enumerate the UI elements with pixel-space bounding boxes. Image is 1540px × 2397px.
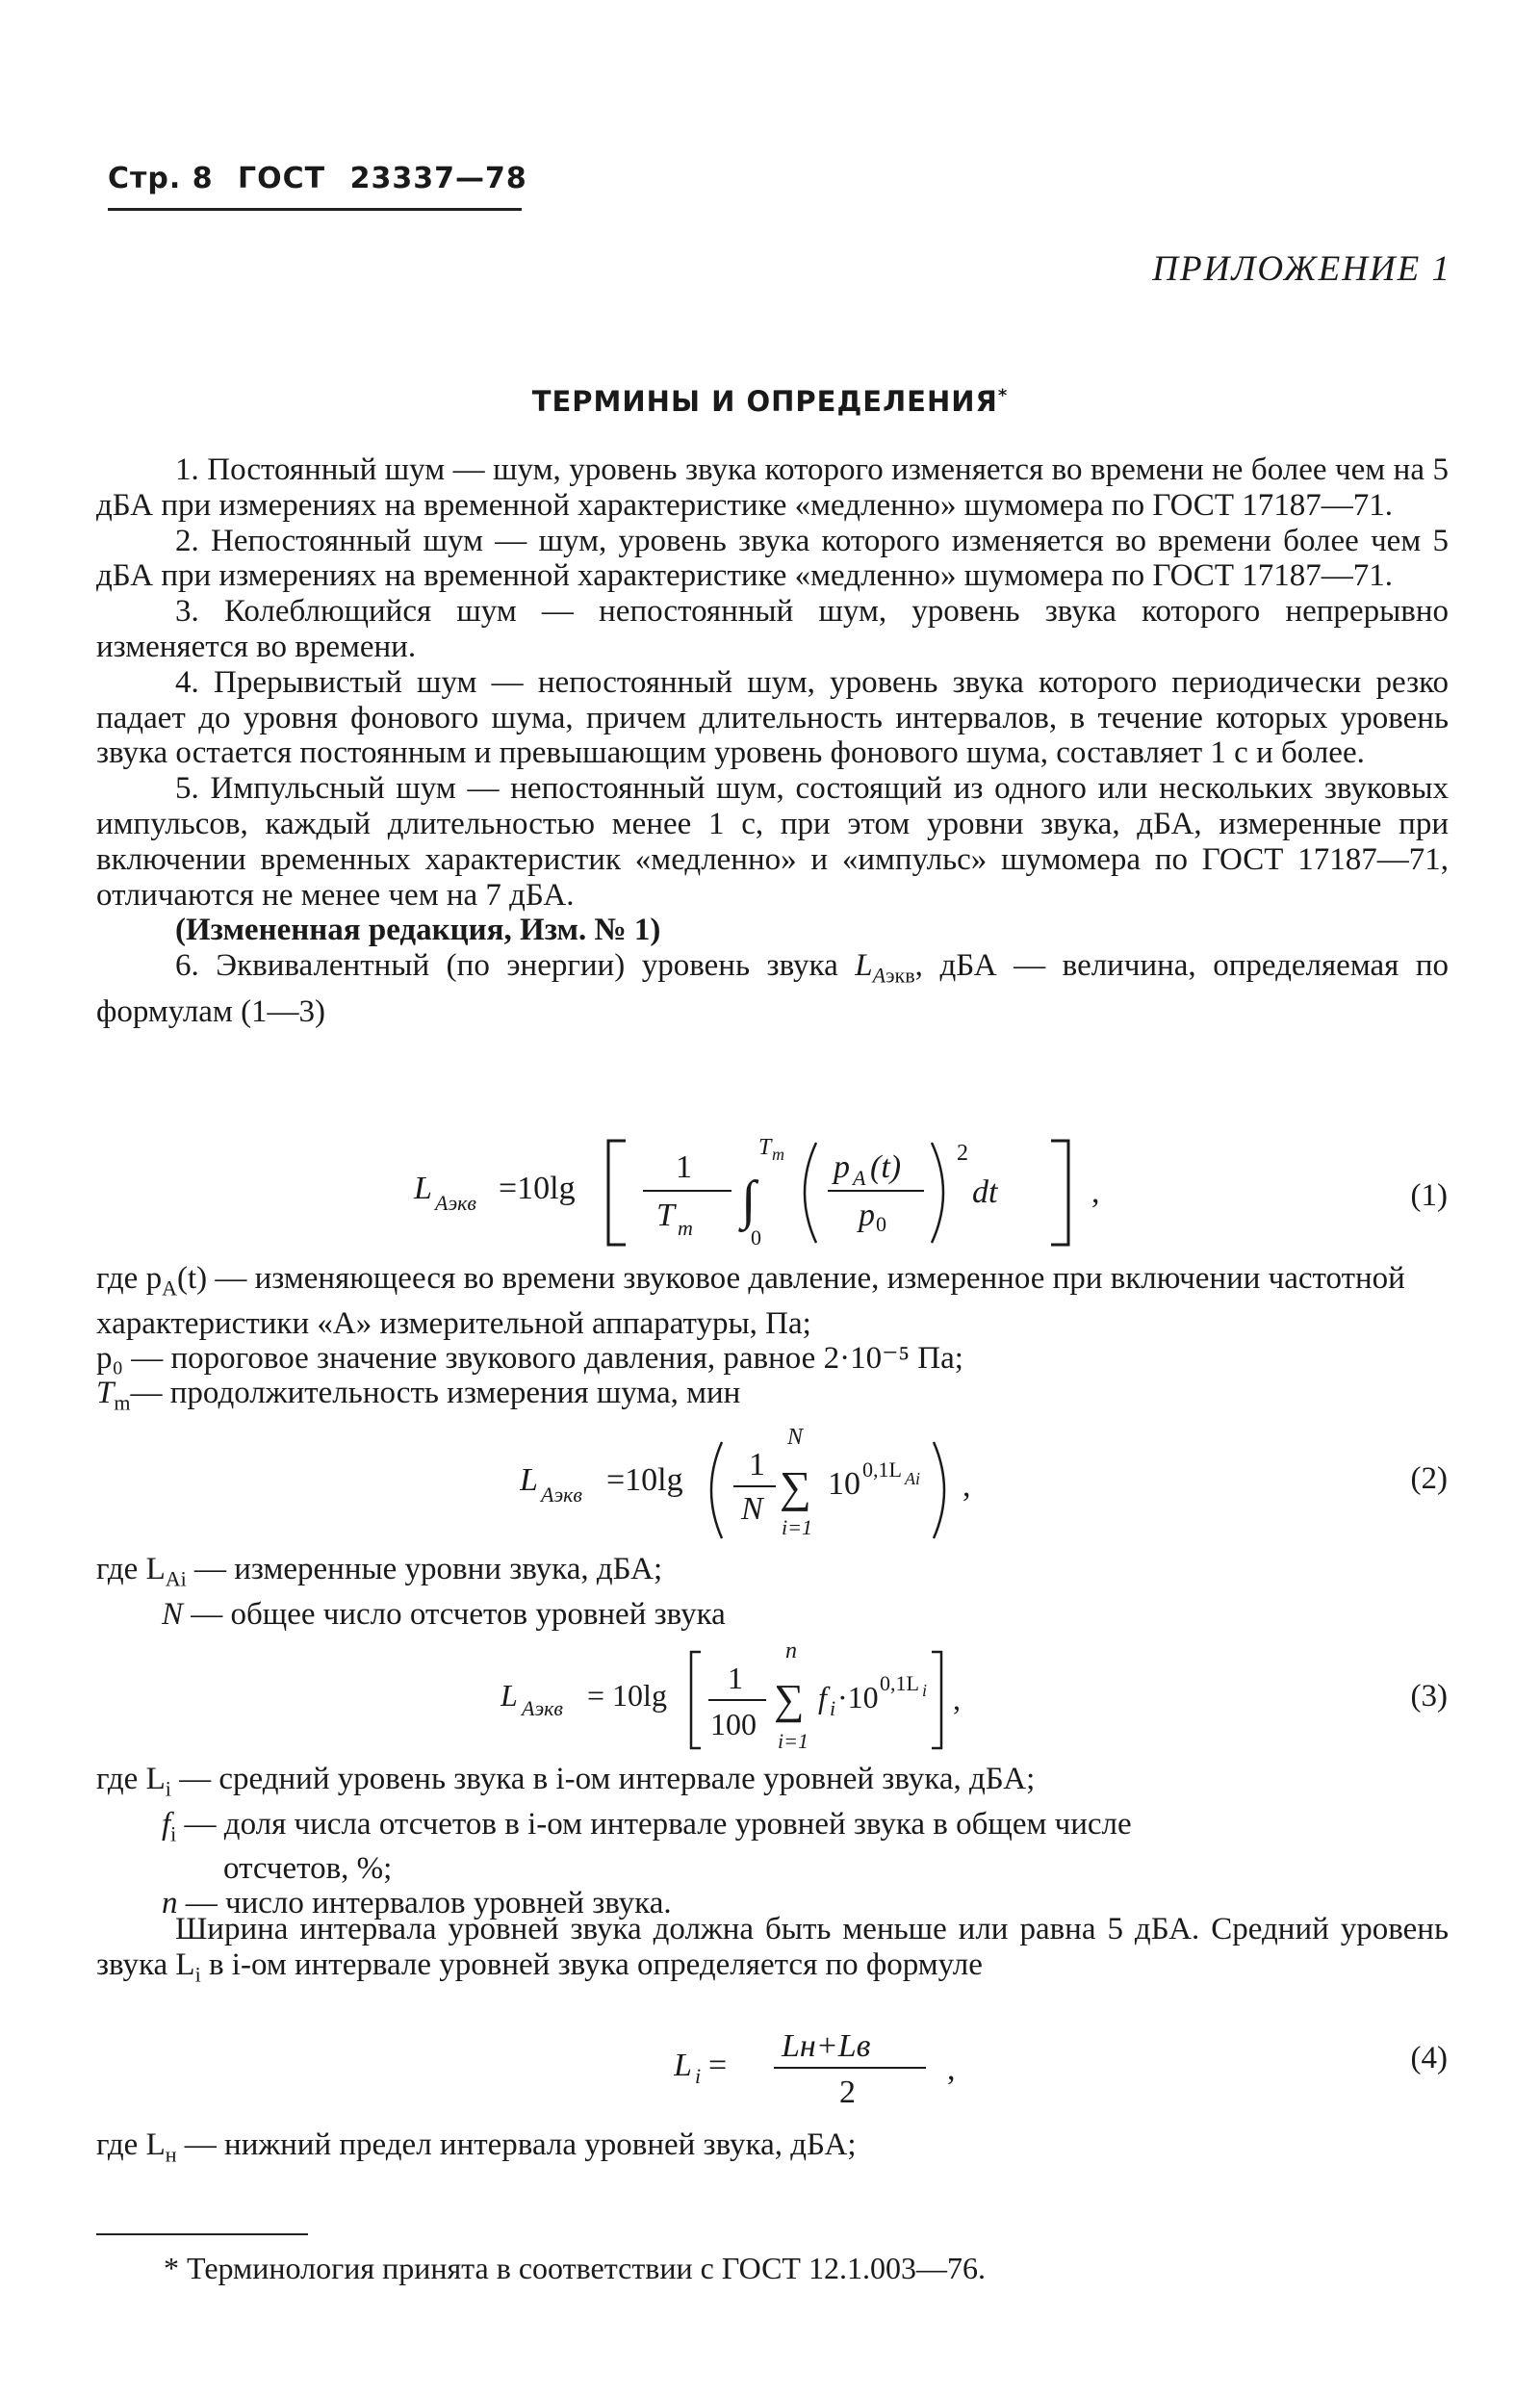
definition-5: 5. Импульсный шум — непостоянный шум, состоящий из одного или нескольких звуковых импульсов, каждый длительностью менее 1 с, при этом уровни звука, дБА, измеренные при включении временных характеристик «медленно» и «импульс» шумомера по ГОСТ 17187—71, отличаются не менее чем на 7 дБА. <box>96 771 1449 913</box>
def-N-text: — общее число отсчетов уровней звука <box>183 1596 726 1632</box>
def-pA-arg: (t) <box>176 1261 208 1296</box>
def-Tm-sym: T <box>96 1375 115 1410</box>
f1-inner-num-arg: (t) <box>870 1149 902 1185</box>
def-LAi-sym: где L <box>96 1552 166 1586</box>
f1-inner-num: p <box>834 1149 850 1185</box>
interval-width-paragraph <box>96 1912 1449 1993</box>
interval-width-sub: i <box>194 1962 201 1987</box>
definition-6: 6. Эквивалентный (по энергии) уровень звука $L_{Aэкв}$, дБА — величина, определяемая по формулам (1—3) <box>96 948 1450 1029</box>
def-fi-text: — доля числа отсчетов в i-ом интервале уровней звука в общем числе <box>176 1806 1132 1842</box>
def-Ln-sub: н <box>165 2142 177 2167</box>
f1-int-upper: T <box>758 1135 772 1160</box>
f1-power: 2 <box>957 1141 968 1166</box>
def-fi <box>96 1807 1453 1852</box>
definition-6-end: , дБА — величина, определяемая по формулам (1—3) <box>96 948 1450 1029</box>
f3-frac-den: 100 <box>710 1707 757 1741</box>
equation-number-1: (1) <box>1410 1178 1448 1213</box>
def-Tm-text: — продолжительность измерения шума, мин <box>130 1375 741 1410</box>
equation-number-4: (4) <box>1410 2041 1448 2075</box>
footnote-mark: * <box>997 385 1009 406</box>
interval-width-end: в i-ом интервале уровней звука определяется по формуле <box>200 1946 983 1982</box>
f1-lhs-sub: Aэкв <box>435 1191 476 1215</box>
f2-frac-den: N <box>741 1491 763 1527</box>
f3-lhs: L <box>500 1678 518 1713</box>
header-rule <box>108 208 522 211</box>
section-title <box>0 385 1540 418</box>
f1-frac-den-sub: m <box>678 1216 693 1240</box>
f3-exp: 0,1L <box>880 1671 919 1695</box>
def-LAi-text: — измеренные уровни звука, дБА; <box>186 1552 663 1586</box>
f1-inner-num-sub: A <box>853 1166 866 1190</box>
equation-number-2: (2) <box>1410 1461 1448 1496</box>
f2-exp-sub: Ai <box>905 1469 920 1488</box>
f4-tail: , <box>947 2051 956 2087</box>
def-fi-sym: f <box>162 1806 171 1842</box>
f1-lhs: L <box>414 1171 432 1206</box>
def-N-sym: N <box>162 1596 184 1632</box>
def-pA-text: — изменяющееся во времени звуковое давление, измеренное при включении частотной характеристики «А» измерительной аппаратуры, Па; <box>96 1261 1405 1341</box>
def-fi-cont-text: отсчетов, %; <box>223 1851 393 1887</box>
formula-1 <box>404 1121 1155 1256</box>
sum-icon-2: ∑ <box>774 1676 805 1723</box>
f3-dot: ·10 <box>837 1680 879 1714</box>
def-p0-text: — пороговое значение звукового давления, равное 2·10⁻⁵ Па; <box>123 1340 963 1376</box>
definition-4: 4. Прерывистый шум — непостоянный шум, уровень звука которого периодически резко падает до уровня фонового шума, причем длительность интервалов, в течение которых уровень звука остается постоянным и превышающим уровень фонового шума, составляет 1 с и более. <box>96 664 1449 771</box>
standard-label: ГОСТ <box>238 162 326 195</box>
def-Li-sym: где L <box>96 1762 166 1796</box>
f1-dt: dt <box>972 1174 998 1210</box>
def-LAi-sub: Ai <box>165 1566 187 1591</box>
def-pA-sym: где p <box>96 1261 163 1296</box>
integral-icon: ∫ <box>741 1171 757 1230</box>
f3-frac-num: 1 <box>728 1661 743 1695</box>
definitions-formula-3 <box>96 1762 1453 1920</box>
formula-4 <box>674 2012 1001 2118</box>
def-Li <box>96 1762 1453 1807</box>
f1-frac-num: 1 <box>676 1149 692 1185</box>
page-header <box>108 162 541 195</box>
f1-frac-den: T <box>656 1198 675 1233</box>
def-fi-cont <box>96 1851 1453 1886</box>
section-title-text: ТЕРМИНЫ И ОПРЕДЕЛЕНИЯ <box>531 385 998 418</box>
f1-inner-den-sub: 0 <box>876 1212 886 1236</box>
f1-eq: =10lg <box>499 1171 576 1206</box>
definitions-formula-4 <box>96 2127 1348 2173</box>
def-pA <box>96 1261 1453 1341</box>
def-fi-sub: i <box>170 1821 177 1846</box>
f2-lhs: L <box>520 1462 538 1498</box>
def-Li-text: — средний уровень звука в i-ом интервале уровней звука, дБА; <box>170 1762 1036 1796</box>
f3-eq: = 10lg <box>587 1678 667 1713</box>
f3-term-sub: i <box>830 1696 836 1720</box>
def-N <box>96 1597 1348 1632</box>
f2-frac-num: 1 <box>749 1447 765 1482</box>
appendix-label: ПРИЛОЖЕНИЕ 1 <box>1152 249 1451 289</box>
sum-icon: ∑ <box>780 1462 811 1511</box>
definition-6-start: 6. Эквивалентный (по энергии) уровень звука <box>175 948 838 984</box>
f2-base: 10 <box>828 1466 860 1502</box>
f3-sum-lower: i=1 <box>778 1729 808 1753</box>
def-Tm-sub: m <box>114 1390 131 1415</box>
interval-width-text <box>96 1912 1449 1993</box>
definition-2: 2. Непостоянный шум — шум, уровень звука которого изменяется во времени более чем 5 дБА при измерениях на временной характеристике «медленно» шумомера по ГОСТ 17187—71. <box>96 523 1449 594</box>
equation-number-3: (3) <box>1410 1679 1448 1714</box>
footnote-rule <box>96 2233 308 2235</box>
def-Ln-text: — нижний предел интервала уровней звука, дБА; <box>176 2127 857 2162</box>
f4-eq: = <box>708 2048 728 2083</box>
def-n-text: — число интервалов уровней звука. <box>177 1886 672 1921</box>
f4-lhs: L <box>674 2048 692 2083</box>
page-number: Стр. 8 <box>108 162 214 195</box>
f2-exp: 0,1L <box>862 1457 902 1482</box>
def-Ln-sym: где L <box>96 2127 166 2162</box>
def-Li-sub: i <box>165 1776 171 1801</box>
interval-width-start: Ширина интервала уровней звука должна быть меньше или равна 5 дБА. Средний уровень звука L <box>96 1912 1449 1982</box>
edit-note: (Измененная редакция, Изм. № 1) <box>175 913 661 948</box>
definition-1: 1. Постоянный шум — шум, уровень звука которого изменяется во времени не более чем на 5 дБА при измерениях на временной характеристике «медленно» шумомера по ГОСТ 17187—71. <box>96 452 1449 523</box>
f3-lhs-sub: Aэкв <box>522 1696 563 1720</box>
f2-sum-upper: N <box>787 1425 804 1450</box>
f4-denominator: 2 <box>839 2075 856 2110</box>
f2-sum-lower: i=1 <box>782 1515 812 1539</box>
formula-3 <box>500 1637 1078 1757</box>
f2-tail: , <box>962 1468 971 1504</box>
def-p0-sym: p₀ <box>96 1340 124 1376</box>
f1-int-lower: 0 <box>751 1225 761 1250</box>
def-p0 <box>96 1341 1453 1376</box>
f3-exp-sub: i <box>922 1681 928 1700</box>
def-LAi <box>96 1552 1348 1597</box>
f4-lhs-sub: i <box>695 2064 702 2088</box>
footnote: * Терминология принята в соответствии с ГОСТ 12.1.003—76. <box>164 2251 986 2285</box>
f1-inner-den: p <box>859 1198 875 1233</box>
f3-tail: , <box>953 1682 961 1716</box>
f1-int-upper-sub: m <box>772 1145 784 1164</box>
f2-eq: =10lg <box>606 1462 683 1498</box>
def-Ln <box>96 2127 1348 2173</box>
def-n-sym: n <box>162 1886 178 1921</box>
standard-number: 23337—78 <box>349 162 527 195</box>
def-Tm <box>96 1376 1453 1421</box>
definitions-body <box>96 452 1449 1029</box>
definitions-formula-2 <box>96 1552 1348 1632</box>
f3-term: f <box>818 1680 827 1714</box>
f1-tail: , <box>1091 1174 1100 1210</box>
f4-numerator: Lн+Lв <box>782 2028 871 2064</box>
formula-2 <box>520 1423 1059 1548</box>
definitions-formula-1 <box>96 1261 1453 1420</box>
f2-lhs-sub: Aэкв <box>541 1482 582 1507</box>
def-pA-sub: A <box>162 1276 177 1301</box>
f3-sum-upper: n <box>785 1638 797 1663</box>
definition-3: 3. Колеблющийся шум — непостоянный шум, уровень звука которого непрерывно изменяется во времени. <box>96 594 1449 664</box>
